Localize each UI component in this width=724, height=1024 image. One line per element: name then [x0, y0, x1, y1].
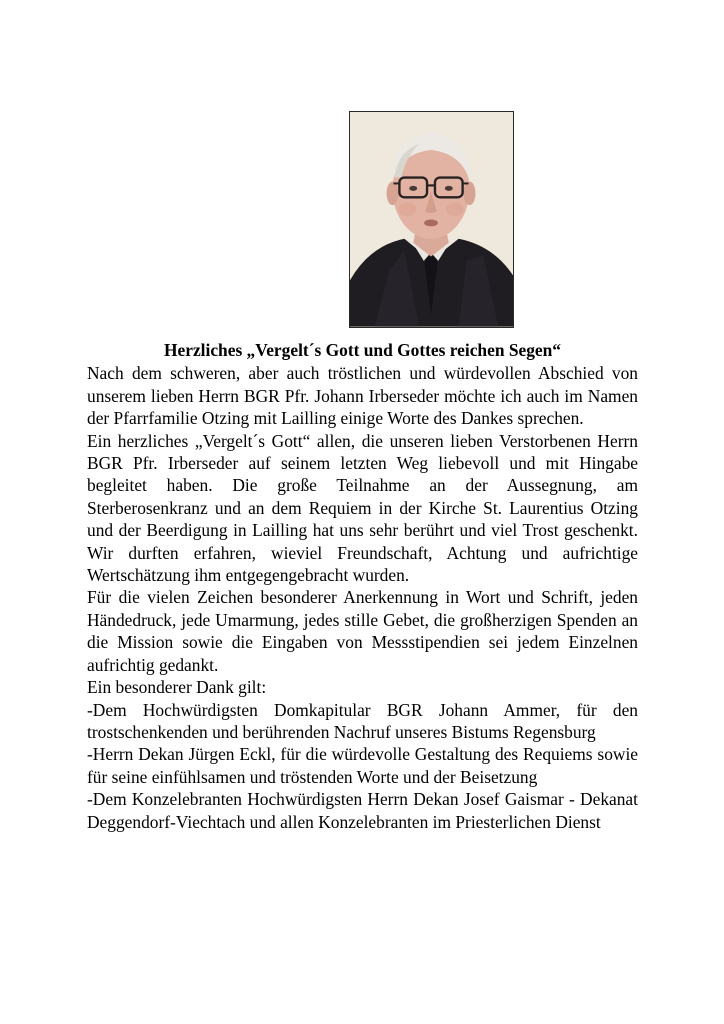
paragraph-signs: Für die vielen Zeichen besonderer Anerkennung in Wort und Schrift, jeden Händedruck, jede Umarmung, jedes stille Gebet, die großherzigen Spenden an die Mission sowie die Eingaben von Messstipendien sei jedem Einzelnen aufrichtig gedankt. [87, 587, 638, 675]
portrait-photo [349, 111, 514, 328]
thanks-item-gaismar: -Dem Konzelebranten Hochwürdigsten Herrn Dekan Josef Gaismar - Dekanat Deggendorf-Viechtach und allen Konzelebranten im Priesterlichen Dienst [87, 789, 638, 832]
paragraph-special-thanks: Ein besonderer Dank gilt: [87, 677, 267, 698]
letter-title: Herzliches „Vergelt´s Gott und Gottes reichen Segen“ [163, 340, 562, 360]
thanks-item-ammer: -Dem Hochwürdigsten Domkapitular BGR Johann Ammer, für den trostschenkenden und berührenden Nachruf unseres Bistums Regensburg [87, 699, 638, 742]
paragraph-intro: Nach dem schweren, aber auch tröstlichen und würdevollen Abschied von unserem lieben Herrn BGR Pfr. Johann Irberseder möchte ich auch im Namen der Pfarrfamilie Otzing mit Lailling einige Worte des Dankes sprechen. [87, 363, 638, 429]
thanks-item-eckl: -Herrn Dekan Jürgen Eckl, für die würdevolle Gestaltung des Requiems sowie für seine einfühlsamen und tröstenden Worte und der Beisetzung [87, 744, 638, 787]
letter-body [87, 339, 638, 833]
portrait-icon [350, 112, 513, 327]
paragraph-thanks: Ein herzliches „Vergelt´s Gott“ allen, die unseren lieben Verstorbenen Herrn BGR Pfr. Irberseder auf seinem letzten Weg liebevoll und mit Hingabe begleitet haben. Die große Teilnahme an der Aussegnung, am Sterberosenkranz und an dem Requiem in der Kirche St. Laurentius Otzing und der Beerdigung in Lailling hat uns sehr berührt und viel Trost geschenkt. Wir durften erfahren, wieviel Freundschaft, Achtung und aufrichtige Wertschätzung ihm entgegengebracht wurden. [87, 430, 638, 586]
